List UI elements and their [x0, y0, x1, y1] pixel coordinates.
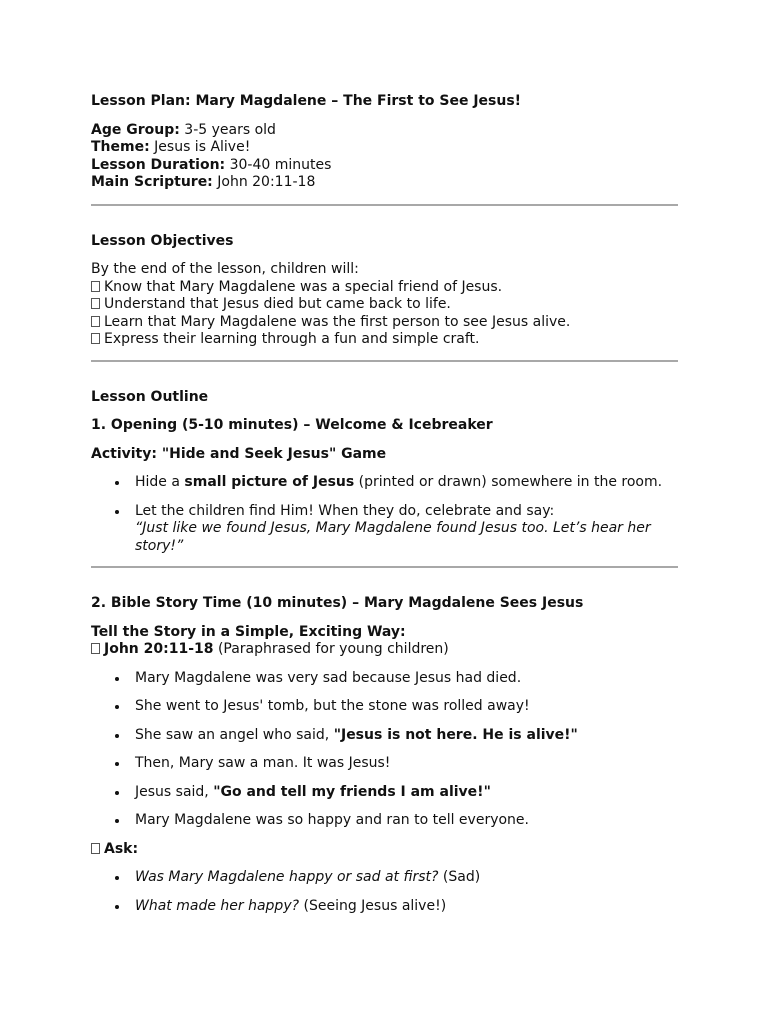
story-intro	[91, 624, 678, 659]
objective-item: Understand that Jesus died but came back to life.	[91, 296, 678, 314]
divider	[91, 566, 678, 568]
opening-heading: 1. Opening (5-10 minutes) – Welcome & Icebreaker	[91, 417, 493, 433]
list-item: Let the children find Him! When they do, celebrate and say: “Just like we found Jesus, Mary Magdalene found Jesus too. Let’s hear her story!”	[91, 503, 678, 556]
objectives-intro: By the end of the lesson, children will:	[91, 261, 359, 277]
activity-list	[91, 474, 678, 555]
objective-item: Know that Mary Magdalene was a special friend of Jesus.	[91, 279, 678, 297]
story-list	[91, 670, 678, 830]
list-item: Jesus said, "Go and tell my friends I am alive!"	[91, 784, 678, 802]
objective-item: Learn that Mary Magdalene was the first person to see Jesus alive.	[91, 314, 678, 332]
outline-heading: Lesson Outline	[91, 388, 209, 405]
document-content	[91, 91, 678, 915]
list-item: Mary Magdalene was so happy and ran to tell everyone.	[91, 812, 678, 830]
objectives-heading: Lesson Objectives	[91, 232, 234, 249]
divider	[91, 204, 678, 206]
meta-duration: Lesson Duration: 30-40 minutes	[91, 156, 332, 173]
story-heading: 2. Bible Story Time (10 minutes) – Mary Magdalene Sees Jesus	[91, 595, 584, 611]
meta-theme: Theme: Jesus is Alive!	[91, 139, 251, 155]
meta-age-group: Age Group: 3-5 years old	[91, 121, 276, 138]
list-item: Hide a small picture of Jesus (printed or drawn) somewhere in the room.	[91, 474, 678, 492]
list-item: She went to Jesus' tomb, but the stone was rolled away!	[91, 698, 678, 716]
checkbox-icon	[91, 281, 100, 292]
checkbox-icon	[91, 316, 100, 327]
lesson-meta	[91, 122, 678, 192]
list-item: Then, Mary saw a man. It was Jesus!	[91, 755, 678, 773]
book-icon	[91, 643, 100, 654]
activity-heading: Activity: "Hide and Seek Jesus" Game	[91, 445, 387, 462]
list-item: Mary Magdalene was very sad because Jesus had died.	[91, 670, 678, 688]
ask-heading: Ask:	[91, 841, 678, 859]
question-icon	[91, 843, 100, 854]
question-list	[91, 869, 678, 915]
list-item: Was Mary Magdalene happy or sad at first? (Sad)	[91, 869, 678, 887]
meta-scripture: Main Scripture: John 20:11-18	[91, 174, 316, 190]
list-item: What made her happy? (Seeing Jesus alive!)	[91, 898, 678, 916]
list-item: She saw an angel who said, "Jesus is not here. He is alive!"	[91, 727, 678, 745]
objectives-list	[91, 261, 678, 349]
story-tell-heading: Tell the Story in a Simple, Exciting Way:	[91, 623, 406, 640]
scripture-reference: John 20:11-18 (Paraphrased for young children)	[91, 641, 678, 659]
page-title: Lesson Plan: Mary Magdalene – The First to See Jesus!	[91, 93, 522, 109]
objective-item: Express their learning through a fun and simple craft.	[91, 331, 678, 349]
checkbox-icon	[91, 333, 100, 344]
checkbox-icon	[91, 298, 100, 309]
divider	[91, 360, 678, 362]
